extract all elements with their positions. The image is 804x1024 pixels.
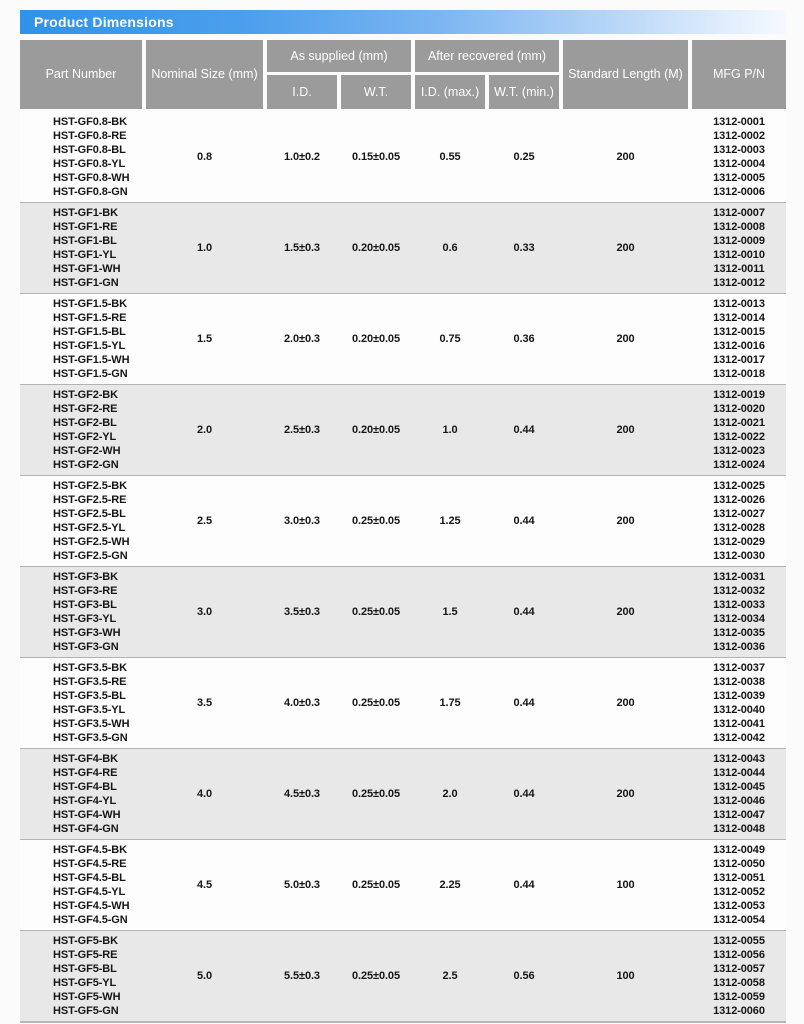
id-max-cell: 1.0 (442, 424, 458, 436)
size-group-row (20, 293, 786, 384)
part-number: HST-GF0.8-BK (53, 116, 127, 128)
part-number: HST-GF3-RE (53, 585, 118, 597)
id-cell: 2.0±0.3 (284, 333, 320, 345)
wt-cell: 0.25±0.05 (352, 606, 400, 618)
wt-min-cell: 0.36 (513, 333, 535, 345)
part-number: HST-GF0.8-WH (53, 172, 130, 184)
part-number-cell (20, 479, 142, 563)
mfg-pn: 1312-0016 (713, 340, 765, 352)
mfg-pn: 1312-0004 (713, 158, 765, 170)
part-number: HST-GF1-GN (53, 277, 119, 289)
part-number-cell (20, 843, 142, 927)
mfg-pn: 1312-0001 (713, 116, 765, 128)
mfg-pn: 1312-0002 (713, 130, 765, 142)
mfg-pn: 1312-0044 (713, 767, 765, 779)
standard-length-cell: 200 (616, 424, 635, 436)
mfg-pn: 1312-0037 (713, 662, 765, 674)
mfg-pn-cell (692, 206, 786, 290)
part-number: HST-GF5-BK (53, 935, 119, 947)
part-number: HST-GF2.5-BK (53, 480, 127, 492)
col-header-wt: W.T. (341, 75, 411, 109)
part-number: HST-GF1.5-WH (53, 354, 130, 366)
id-cell: 2.5±0.3 (284, 424, 320, 436)
size-group-row (20, 839, 786, 930)
col-header-mfg-pn: MFG P/N (692, 40, 786, 109)
part-number: HST-GF2.5-BL (53, 508, 126, 520)
id-max-cell: 0.55 (439, 151, 461, 163)
mfg-pn: 1312-0033 (713, 599, 765, 611)
wt-min-cell: 0.44 (513, 879, 535, 891)
part-number: HST-GF2.5-WH (53, 536, 130, 548)
mfg-pn-cell (692, 388, 786, 472)
mfg-pn: 1312-0031 (713, 571, 765, 583)
mfg-pn: 1312-0047 (713, 809, 765, 821)
mfg-pn: 1312-0036 (713, 641, 765, 653)
col-header-id: I.D. (267, 75, 337, 109)
part-number: HST-GF2-RE (53, 403, 118, 415)
id-max-cell: 0.75 (439, 333, 461, 345)
id-cell: 3.0±0.3 (284, 515, 320, 527)
mfg-pn: 1312-0054 (713, 914, 765, 926)
nominal-size-cell: 5.0 (197, 970, 212, 982)
part-number: HST-GF5-YL (53, 977, 117, 989)
nominal-size-cell: 0.8 (197, 151, 212, 163)
part-number: HST-GF4-YL (53, 795, 117, 807)
wt-cell: 0.15±0.05 (352, 151, 400, 163)
part-number: HST-GF3.5-GN (53, 732, 128, 744)
mfg-pn: 1312-0019 (713, 389, 765, 401)
part-number-cell (20, 661, 142, 745)
part-number: HST-GF4.5-YL (53, 886, 126, 898)
col-header-wt-min: W.T. (min.) (489, 75, 559, 109)
mfg-pn: 1312-0035 (713, 627, 765, 639)
wt-cell: 0.20±0.05 (352, 333, 400, 345)
mfg-pn-cell (692, 934, 786, 1018)
mfg-pn: 1312-0057 (713, 963, 765, 975)
nominal-size-cell: 1.0 (197, 242, 212, 254)
wt-cell: 0.20±0.05 (352, 424, 400, 436)
mfg-pn: 1312-0014 (713, 312, 765, 324)
standard-length-cell: 200 (616, 515, 635, 527)
part-number: HST-GF4-WH (53, 809, 121, 821)
mfg-pn: 1312-0060 (713, 1005, 765, 1017)
id-cell: 3.5±0.3 (284, 606, 320, 618)
part-number: HST-GF1-RE (53, 221, 118, 233)
part-number: HST-GF4.5-RE (53, 858, 127, 870)
nominal-size-cell: 3.5 (197, 697, 212, 709)
wt-min-cell: 0.56 (513, 970, 535, 982)
part-number: HST-GF2.5-YL (53, 522, 126, 534)
mfg-pn: 1312-0055 (713, 935, 765, 947)
mfg-pn: 1312-0053 (713, 900, 765, 912)
part-number: HST-GF3.5-WH (53, 718, 130, 730)
nominal-size-cell: 1.5 (197, 333, 212, 345)
mfg-pn: 1312-0006 (713, 186, 765, 198)
part-number: HST-GF4-BK (53, 753, 119, 765)
part-number: HST-GF2.5-RE (53, 494, 127, 506)
mfg-pn: 1312-0017 (713, 354, 765, 366)
size-group-row (20, 384, 786, 475)
part-number: HST-GF1.5-RE (53, 312, 127, 324)
part-number: HST-GF4-BL (53, 781, 117, 793)
standard-length-cell: 200 (616, 697, 635, 709)
id-cell: 5.0±0.3 (284, 879, 320, 891)
col-header-id-max: I.D. (max.) (415, 75, 485, 109)
mfg-pn: 1312-0022 (713, 431, 765, 443)
part-number: HST-GF3-BL (53, 599, 117, 611)
wt-cell: 0.20±0.05 (352, 242, 400, 254)
col-header-as-supplied: As supplied (mm) (267, 40, 411, 72)
mfg-pn-cell (692, 479, 786, 563)
mfg-pn: 1312-0032 (713, 585, 765, 597)
section-title: Product Dimensions (34, 14, 174, 30)
mfg-pn: 1312-0008 (713, 221, 765, 233)
nominal-size-cell: 4.0 (197, 788, 212, 800)
id-cell: 4.0±0.3 (284, 697, 320, 709)
size-group-row (20, 748, 786, 839)
standard-length-cell: 200 (616, 151, 635, 163)
part-number: HST-GF5-GN (53, 1005, 119, 1017)
part-number-cell (20, 570, 142, 654)
wt-min-cell: 0.44 (513, 424, 535, 436)
part-number: HST-GF2-BK (53, 389, 119, 401)
mfg-pn: 1312-0026 (713, 494, 765, 506)
mfg-pn: 1312-0034 (713, 613, 765, 625)
mfg-pn: 1312-0015 (713, 326, 765, 338)
col-header-nominal-size: Nominal Size (mm) (146, 40, 263, 109)
id-cell: 4.5±0.3 (284, 788, 320, 800)
mfg-pn-cell (692, 843, 786, 927)
part-number: HST-GF0.8-RE (53, 130, 127, 142)
mfg-pn: 1312-0041 (713, 718, 765, 730)
id-max-cell: 1.5 (442, 606, 458, 618)
mfg-pn: 1312-0042 (713, 732, 765, 744)
part-number: HST-GF3-WH (53, 627, 121, 639)
part-number: HST-GF3-BK (53, 571, 119, 583)
nominal-size-cell: 3.0 (197, 606, 212, 618)
mfg-pn: 1312-0045 (713, 781, 765, 793)
mfg-pn: 1312-0012 (713, 277, 765, 289)
mfg-pn: 1312-0038 (713, 676, 765, 688)
mfg-pn: 1312-0049 (713, 844, 765, 856)
mfg-pn: 1312-0024 (713, 459, 765, 471)
mfg-pn: 1312-0028 (713, 522, 765, 534)
wt-cell: 0.25±0.05 (352, 788, 400, 800)
part-number: HST-GF4.5-GN (53, 914, 128, 926)
part-number: HST-GF2.5-GN (53, 550, 128, 562)
part-number: HST-GF0.8-YL (53, 158, 126, 170)
mfg-pn-cell (692, 297, 786, 381)
nominal-size-cell: 4.5 (197, 879, 212, 891)
part-number: HST-GF3.5-BL (53, 690, 126, 702)
mfg-pn: 1312-0030 (713, 550, 765, 562)
mfg-pn: 1312-0048 (713, 823, 765, 835)
mfg-pn: 1312-0050 (713, 858, 765, 870)
part-number-cell (20, 115, 142, 199)
mfg-pn-cell (692, 570, 786, 654)
part-number: HST-GF3-GN (53, 641, 119, 653)
id-max-cell: 0.6 (442, 242, 458, 254)
id-cell: 1.0±0.2 (284, 151, 320, 163)
part-number: HST-GF3.5-BK (53, 662, 127, 674)
mfg-pn: 1312-0007 (713, 207, 765, 219)
wt-min-cell: 0.44 (513, 788, 535, 800)
mfg-pn: 1312-0029 (713, 536, 765, 548)
mfg-pn: 1312-0013 (713, 298, 765, 310)
part-number: HST-GF4.5-BL (53, 872, 126, 884)
col-header-part-number: Part Number (20, 40, 142, 109)
part-number: HST-GF1.5-YL (53, 340, 126, 352)
part-number-cell (20, 206, 142, 290)
part-number: HST-GF3.5-YL (53, 704, 126, 716)
mfg-pn: 1312-0059 (713, 991, 765, 1003)
size-group-row (20, 202, 786, 293)
part-number: HST-GF0.8-BL (53, 144, 126, 156)
id-max-cell: 2.25 (439, 879, 461, 891)
part-number: HST-GF2-YL (53, 431, 117, 443)
size-group-row (20, 475, 786, 566)
part-number: HST-GF5-BL (53, 963, 117, 975)
mfg-pn: 1312-0052 (713, 886, 765, 898)
part-number: HST-GF4-GN (53, 823, 119, 835)
part-number: HST-GF0.8-GN (53, 186, 128, 198)
part-number: HST-GF3.5-RE (53, 676, 127, 688)
part-number: HST-GF1.5-BK (53, 298, 127, 310)
part-number: HST-GF1-WH (53, 263, 121, 275)
wt-cell: 0.25±0.05 (352, 879, 400, 891)
id-max-cell: 2.5 (442, 970, 458, 982)
part-number-cell (20, 934, 142, 1018)
wt-cell: 0.25±0.05 (352, 970, 400, 982)
part-number: HST-GF1.5-BL (53, 326, 126, 338)
size-group-row (20, 112, 786, 202)
mfg-pn: 1312-0011 (713, 263, 765, 275)
wt-min-cell: 0.44 (513, 697, 535, 709)
table-header (20, 40, 786, 109)
part-number-cell (20, 297, 142, 381)
standard-length-cell: 200 (616, 788, 635, 800)
id-max-cell: 1.75 (439, 697, 461, 709)
mfg-pn: 1312-0046 (713, 795, 765, 807)
wt-cell: 0.25±0.05 (352, 697, 400, 709)
part-number-cell (20, 752, 142, 836)
mfg-pn: 1312-0003 (713, 144, 765, 156)
mfg-pn-cell (692, 752, 786, 836)
mfg-pn: 1312-0039 (713, 690, 765, 702)
wt-min-cell: 0.33 (513, 242, 535, 254)
part-number: HST-GF4-RE (53, 767, 118, 779)
mfg-pn: 1312-0023 (713, 445, 765, 457)
mfg-pn: 1312-0018 (713, 368, 765, 380)
mfg-pn: 1312-0010 (713, 249, 765, 261)
id-cell: 1.5±0.3 (284, 242, 320, 254)
wt-min-cell: 0.25 (513, 151, 535, 163)
standard-length-cell: 200 (616, 606, 635, 618)
size-group-row (20, 930, 786, 1021)
part-number-cell (20, 388, 142, 472)
mfg-pn: 1312-0043 (713, 753, 765, 765)
mfg-pn: 1312-0040 (713, 704, 765, 716)
id-max-cell: 1.25 (439, 515, 461, 527)
mfg-pn: 1312-0056 (713, 949, 765, 961)
part-number: HST-GF1-BK (53, 207, 119, 219)
standard-length-cell: 100 (616, 970, 635, 982)
nominal-size-cell: 2.0 (197, 424, 212, 436)
part-number: HST-GF5-WH (53, 991, 121, 1003)
standard-length-cell: 100 (616, 879, 635, 891)
wt-cell: 0.25±0.05 (352, 515, 400, 527)
part-number: HST-GF2-GN (53, 459, 119, 471)
part-number: HST-GF5-RE (53, 949, 118, 961)
part-number: HST-GF3-YL (53, 613, 117, 625)
part-number: HST-GF1-YL (53, 249, 117, 261)
standard-length-cell: 200 (616, 333, 635, 345)
wt-min-cell: 0.44 (513, 515, 535, 527)
mfg-pn: 1312-0009 (713, 235, 765, 247)
mfg-pn: 1312-0058 (713, 977, 765, 989)
nominal-size-cell: 2.5 (197, 515, 212, 527)
part-number: HST-GF1.5-GN (53, 368, 128, 380)
mfg-pn: 1312-0025 (713, 480, 765, 492)
size-group-row (20, 566, 786, 657)
part-number: HST-GF1-BL (53, 235, 117, 247)
id-max-cell: 2.0 (442, 788, 458, 800)
col-header-standard-length: Standard Length (M) (563, 40, 688, 109)
part-number: HST-GF2-WH (53, 445, 121, 457)
mfg-pn: 1312-0021 (713, 417, 765, 429)
mfg-pn-cell (692, 661, 786, 745)
standard-length-cell: 200 (616, 242, 635, 254)
mfg-pn: 1312-0051 (713, 872, 765, 884)
part-number: HST-GF4.5-WH (53, 900, 130, 912)
part-number: HST-GF4.5-BK (53, 844, 127, 856)
col-header-after-recovered: After recovered (mm) (415, 40, 559, 72)
mfg-pn: 1312-0005 (713, 172, 765, 184)
size-group-row (20, 657, 786, 748)
mfg-pn: 1312-0027 (713, 508, 765, 520)
mfg-pn-cell (692, 115, 786, 199)
id-cell: 5.5±0.3 (284, 970, 320, 982)
wt-min-cell: 0.44 (513, 606, 535, 618)
table-body (20, 112, 786, 1023)
section-title-bar (20, 10, 786, 34)
mfg-pn: 1312-0020 (713, 403, 765, 415)
part-number: HST-GF2-BL (53, 417, 117, 429)
